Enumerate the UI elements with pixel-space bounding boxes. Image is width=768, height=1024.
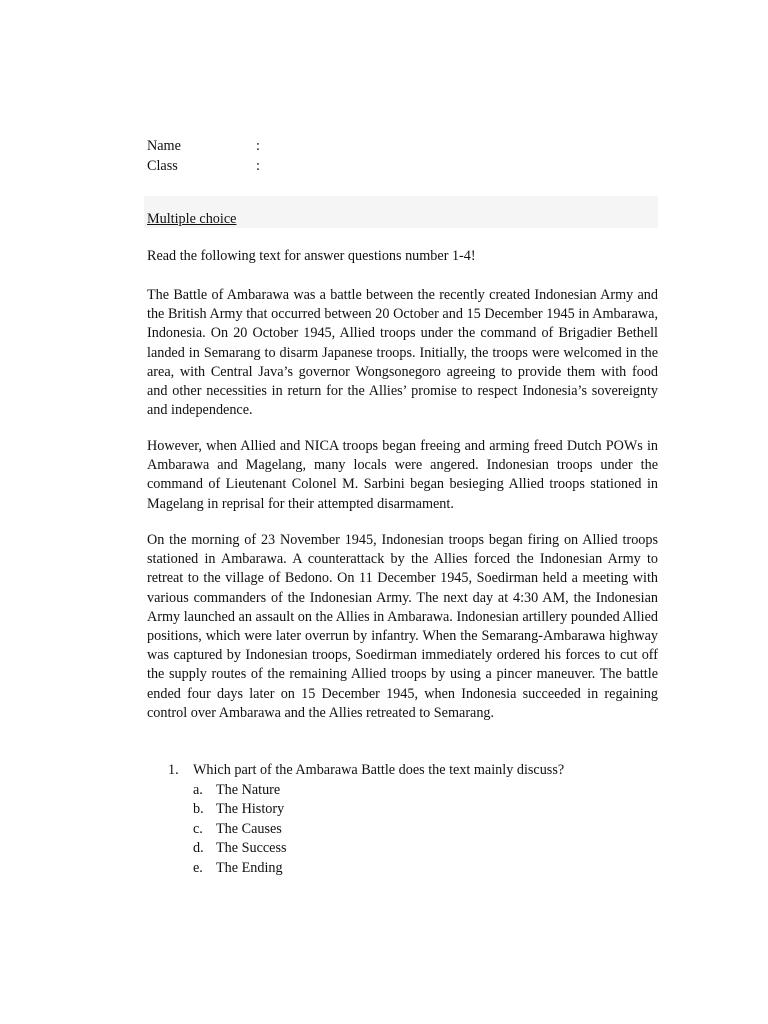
section-title: Multiple choice <box>147 211 237 227</box>
option-text: The History <box>216 801 285 817</box>
question-number: 1. <box>168 762 179 778</box>
name-row <box>147 137 658 156</box>
name-colon: : <box>256 138 260 154</box>
question-text: Which part of the Ambarawa Battle does the text mainly discuss? <box>193 762 565 778</box>
option-letter: b. <box>193 801 204 817</box>
option-text: The Ending <box>216 859 283 876</box>
passage-paragraph-3: On the morning of 23 November 1945, Indonesian troops began firing on Allied troops stationed in Ambarawa. A counterattack by the Allies forced the Indonesian Army to retreat to the village of Bedono. On 11 December 1945, Soedirman held a meeting with various commanders of the Indonesian Army. The next day at 4:30 AM, the Indonesian Army launched an assault on the Allies in Ambarawa. Indonesian artillery pounded Allied positions, which were later overrun by infantry. When the Semarang-Ambarawa highway was captured by Indonesian troops, Soedirman immediately ordered his forces to cut off the supply routes of the remaining Allied troops by using a pincer maneuver. The battle ended four days later on 15 December 1945, when Indonesia succeeded in regaining control over Ambarawa and the Allies retreated to Semarang. <box>147 532 658 721</box>
class-label: Class <box>147 157 178 174</box>
class-colon: : <box>256 157 260 174</box>
name-label: Name <box>147 138 181 154</box>
option-letter: c. <box>193 820 203 837</box>
option-letter: d. <box>193 840 204 856</box>
option-text: The Success <box>216 840 287 856</box>
option-letter: a. <box>193 781 203 798</box>
passage-paragraph-1: The Battle of Ambarawa was a battle between the recently created Indonesian Army and the British Army that occurred between 20 October and 15 December 1945 in Ambarawa, Indonesia. On 20 October 1945, Allied troops under the command of Brigadier Bethell landed in Semarang to disarm Japanese troops. Initially, the troops were welcomed in the area, with Central Java’s governor Wongsonegoro agreeing to provide them with food and other necessities in return for the Allies’ promise to respect Indonesia’s sovereignty and independence. <box>147 287 658 419</box>
option-text: The Nature <box>216 781 281 798</box>
option-letter: e. <box>193 859 203 876</box>
option-text: The Causes <box>216 820 282 837</box>
class-row <box>147 157 658 176</box>
passage-paragraph-2: However, when Allied and NICA troops began freeing and arming freed Dutch POWs in Ambarawa and Magelang, many locals were angered. Indonesian troops under the command of Lieutenant Colonel M. Sarbini began besieging Allied troops stationed in Magelang in reprisal for their attempted disarmament. <box>147 438 658 512</box>
reading-instruction: Read the following text for answer questions number 1-4! <box>147 248 476 264</box>
